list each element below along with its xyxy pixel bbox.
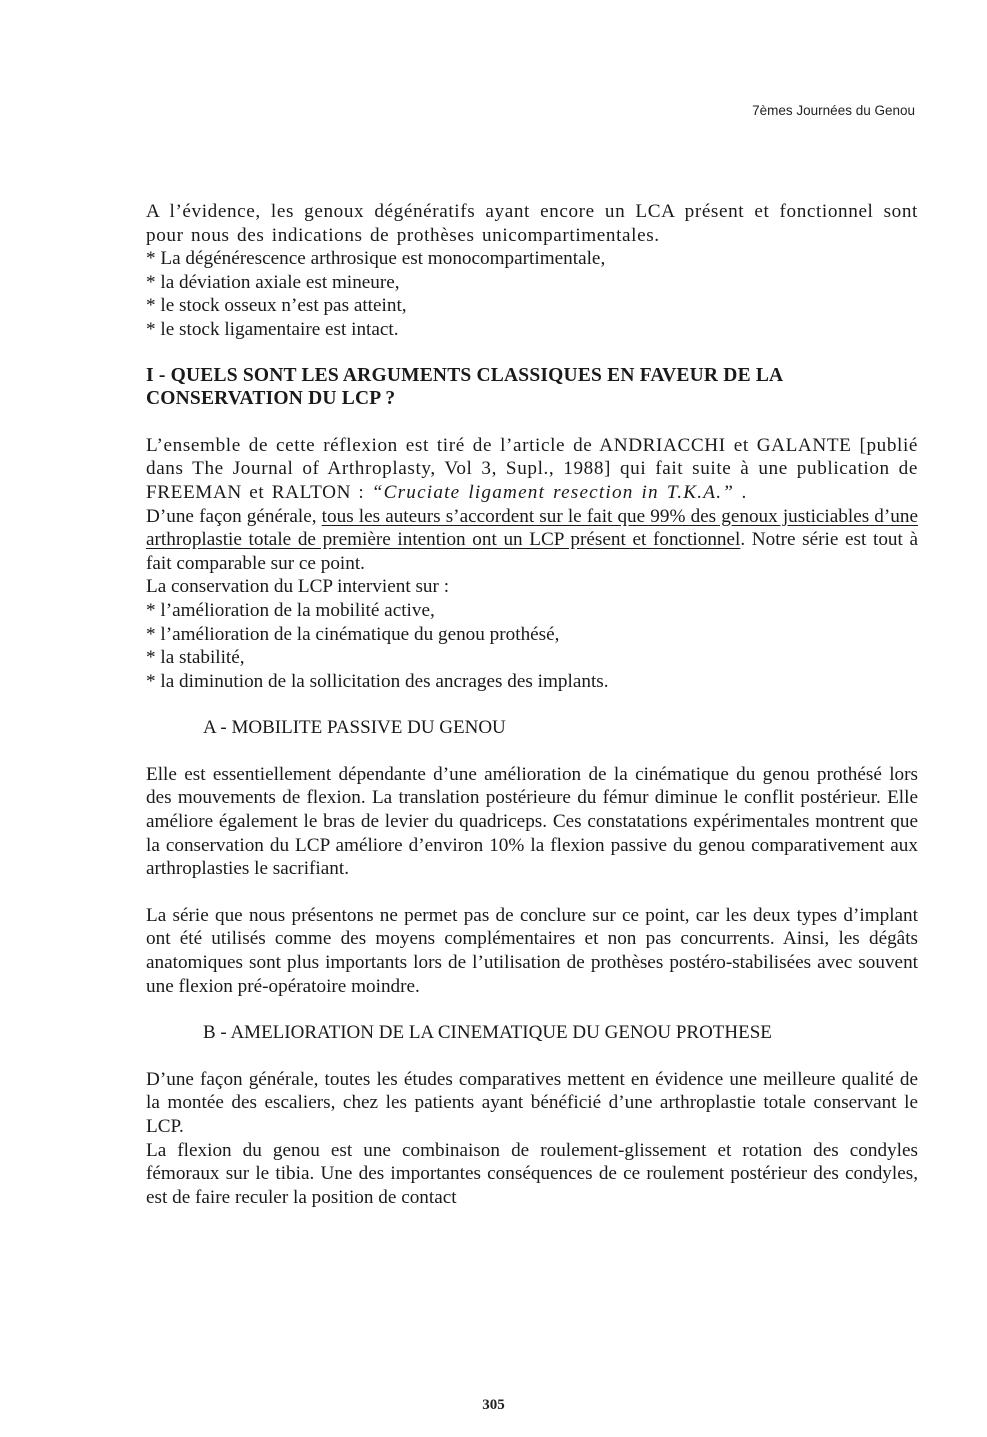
list-intro: La conservation du LCP intervient sur : (146, 576, 450, 598)
page-number: 305 (482, 1397, 505, 1413)
running-header: 7èmes Journées du Genou (752, 103, 915, 118)
reference-text: L’ensemble de cette réflexion est tiré de l’article de ANDRIACCHI et GALANTE [publié dans The Journal of Arthroplasty, Vol 3, Supl., 1988] qui fait suite à une publication de FREEMAN et RALTON : (146, 434, 918, 503)
section-1-heading-line1: I - QUELS SONT LES ARGUMENTS CLASSIQUES EN FAVEUR DE LA (146, 364, 784, 386)
page-body (146, 200, 918, 1209)
subsection-b-heading: B - AMELIORATION DE LA CINEMATIQUE DU GENOU PROTHESE (203, 1022, 772, 1044)
section-1-heading-line2: CONSERVATION DU LCP ? (146, 388, 396, 410)
reference-end: . (734, 481, 747, 503)
intro-bullet: * le stock osseux n’est pas atteint, (146, 295, 407, 317)
benefit-bullet: * la stabilité, (146, 647, 245, 669)
intro-bullet: * La dégénérescence arthrosique est monocompartimentale, (146, 248, 606, 270)
underlined-statement: tous les auteurs s’accordent sur le fait que 99% des genoux justiciables d’une arthroplastie totale de première intention ont un LCP présent et fonctionnel (146, 505, 918, 551)
intro-bullet: * le stock ligamentaire est intact. (146, 318, 399, 340)
benefit-bullet: * l’amélioration de la cinématique du genou prothésé, (146, 623, 560, 645)
benefit-bullet: * l’amélioration de la mobilité active, (146, 599, 435, 621)
para2-start: D’une façon générale, (146, 505, 322, 527)
subsection-b-paragraph-2: La flexion du genou est une combinaison de roulement-glissement et rotation des condyles fémoraux sur le tibia. Une des importantes conséquences de ce roulement postérieur des condyles, est de faire reculer la position de contact (146, 1139, 918, 1208)
subsection-a-paragraph-2: La série que nous présentons ne permet pas de conclure sur ce point, car les deux types d’implant ont été utilisés comme des moyens complémentaires et non pas concurrents. Ainsi, les dégâts anatomiques sont plus importants lors de l’utilisation de prothèses postéro-stabilisées avec souvent une flexion pré-opératoire moindre. (146, 904, 918, 997)
section-1-paragraph-2 (146, 505, 918, 576)
subsection-b-paragraph-1: D’une façon générale, toutes les études comparatives mettent en évidence une meilleure qualité de la montée des escaliers, chez les patients ayant bénéficié d’une arthroplastie totale conservant le LCP. (146, 1068, 918, 1137)
cited-title: “Cruciate ligament resection in T.K.A.” (371, 481, 735, 503)
subsection-a-heading: A - MOBILITE PASSIVE DU GENOU (203, 717, 506, 739)
section-1-paragraph-1 (146, 434, 918, 505)
intro-paragraph: A l’évidence, les genoux dégénératifs ayant encore un LCA présent et fonctionnel sont pour nous des indications de prothèses unicompartimentales. (146, 201, 918, 246)
section-1-heading (146, 364, 918, 411)
subsection-a-paragraph-1: Elle est essentiellement dépendante d’une amélioration de la cinématique du genou prothésé lors des mouvements de flexion. La translation postérieure du fémur diminue le conflit postérieur. Elle améliore également le bras de levier du quadriceps. Ces constatations expérimentales montrent que la conservation du LCP améliore d’environ 10% la flexion passive du genou comparativement aux arthroplasties le sacrifiant. (146, 763, 918, 880)
intro-bullet: * la déviation axiale est mineure, (146, 271, 400, 293)
benefit-bullet: * la diminution de la sollicitation des ancrages des implants. (146, 670, 609, 692)
para2-end: . Notre série est tout à fait comparable sur ce point. (146, 529, 918, 574)
